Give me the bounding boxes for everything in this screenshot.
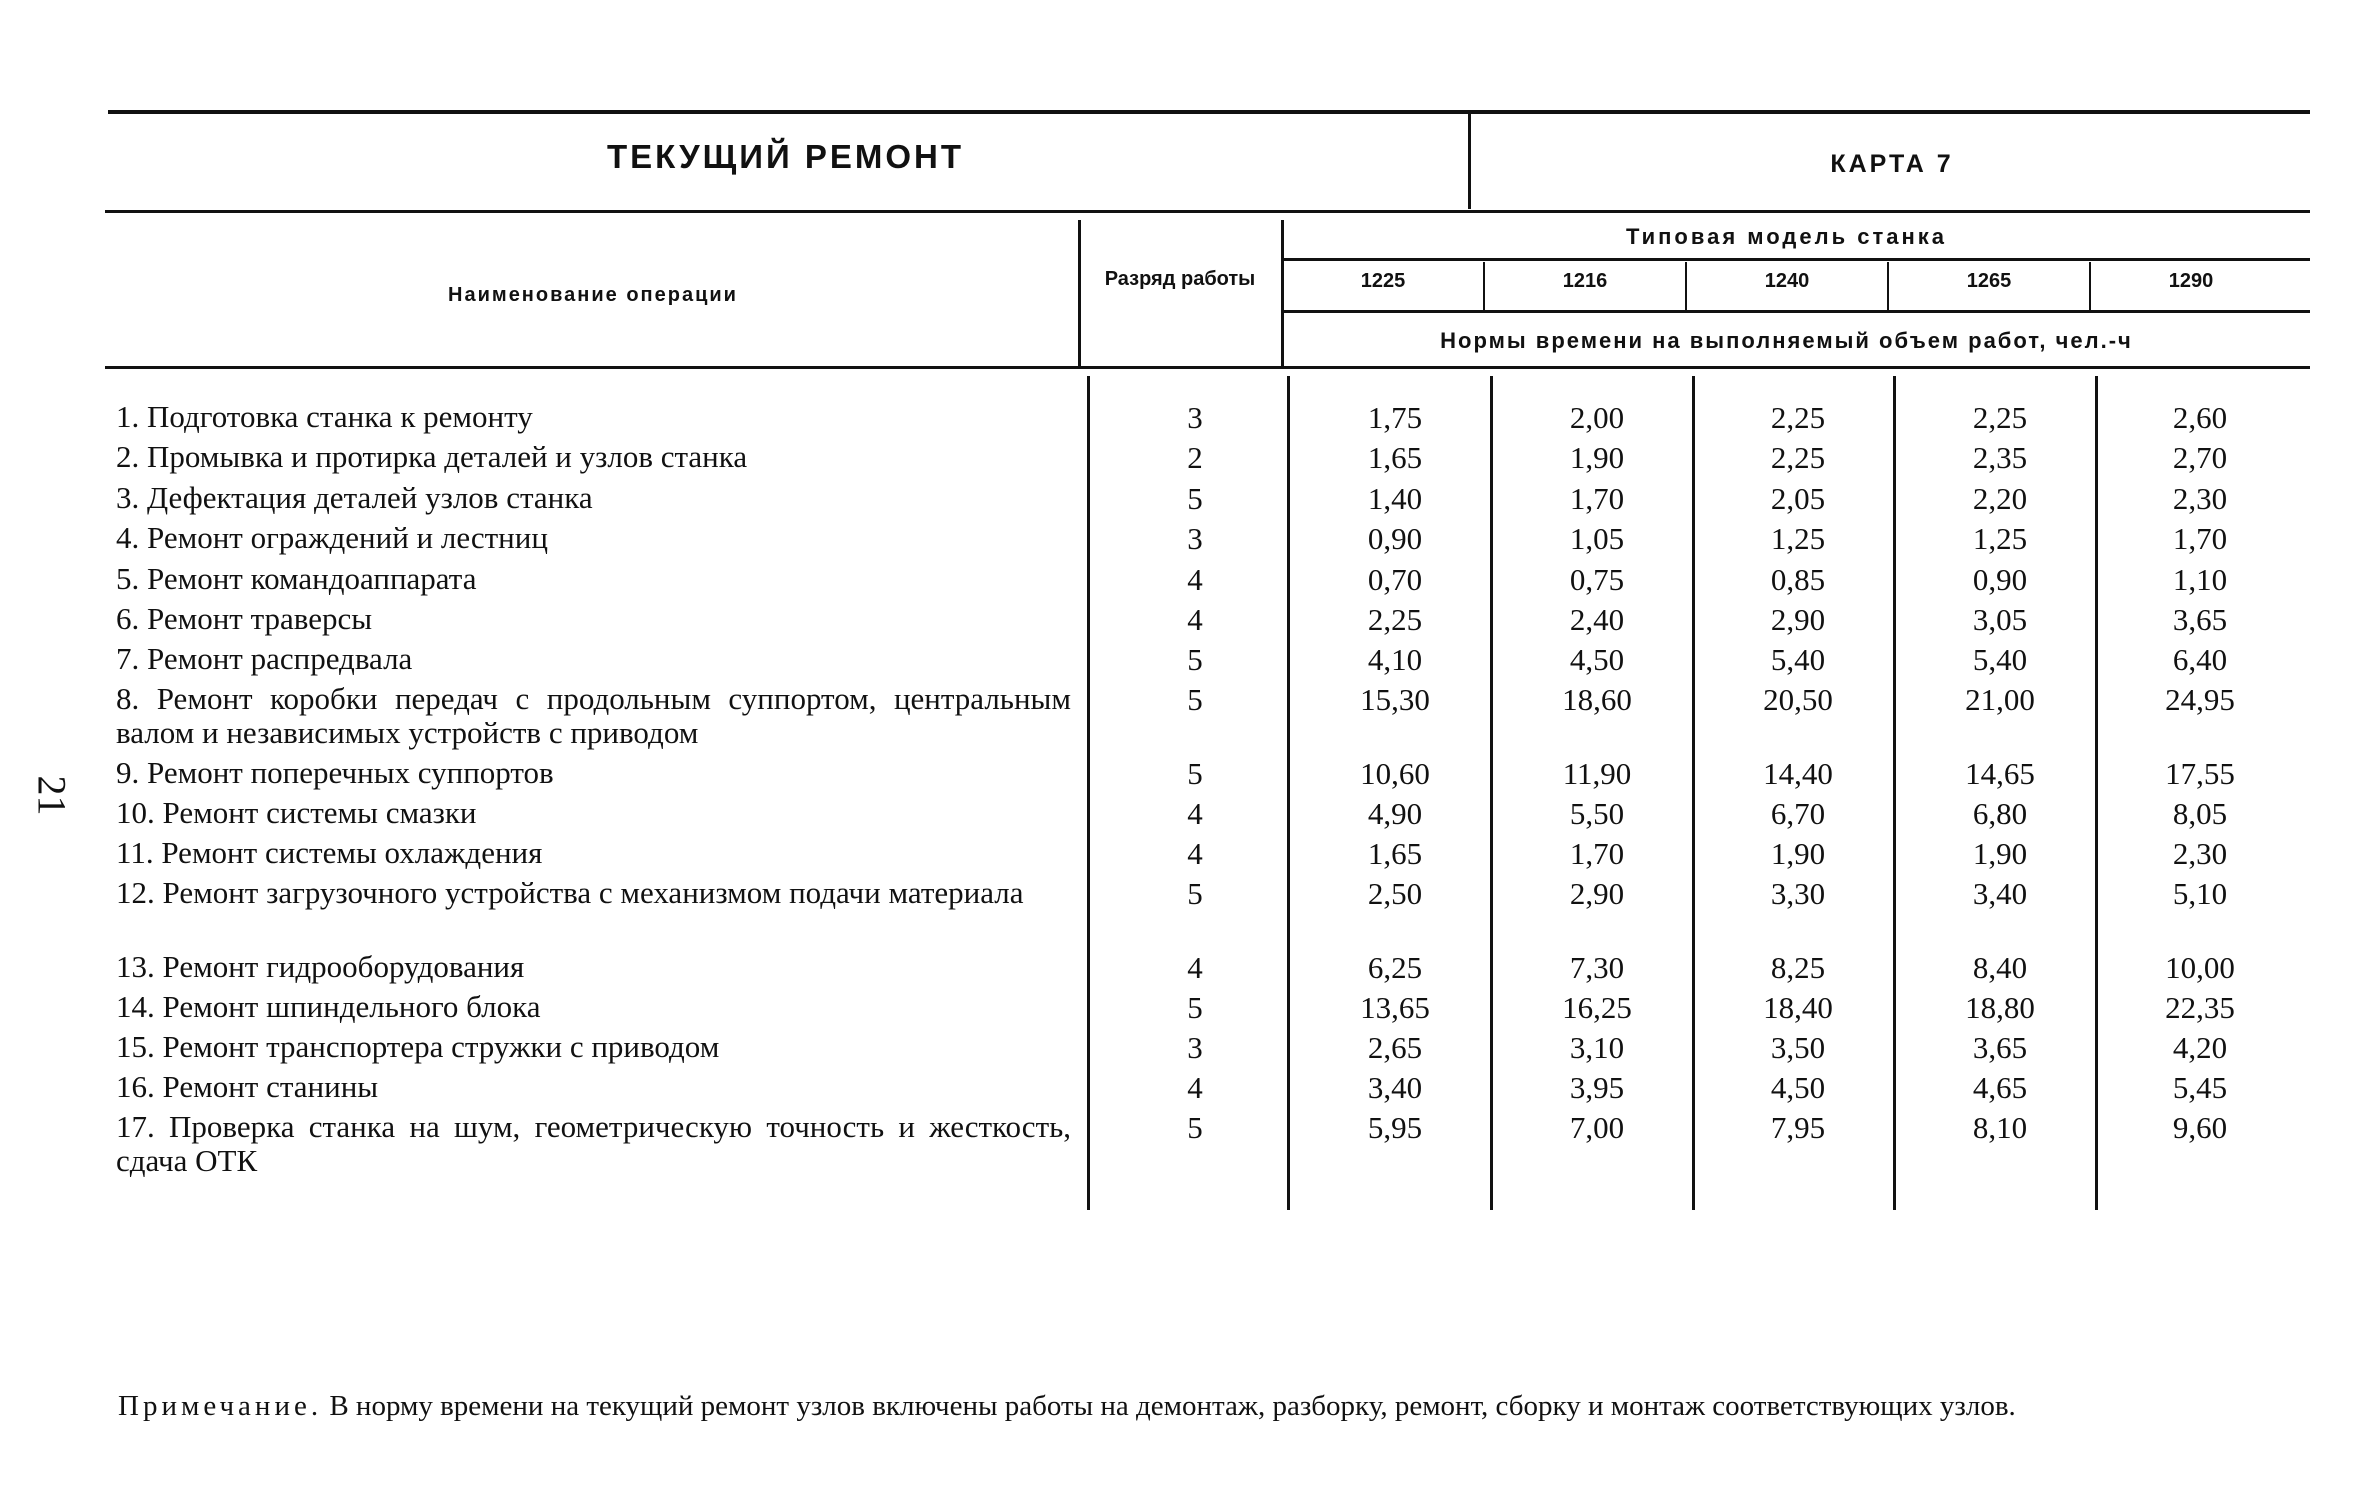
norm-1265: 2,25 <box>1972 400 2028 435</box>
norm-1216: 4,50 <box>1569 642 1625 677</box>
norm-1265: 8,40 <box>1972 950 2028 985</box>
footnote-lead: Примечание. <box>118 1390 323 1422</box>
header-divider-m2 <box>1685 262 1687 310</box>
norm-1240: 3,50 <box>1770 1030 1826 1065</box>
norm-1290: 1,70 <box>2172 521 2228 556</box>
top-rule <box>108 110 2310 114</box>
body-divider-grade <box>1287 376 1290 1210</box>
norm-1240: 6,70 <box>1770 796 1826 831</box>
body-divider-op <box>1087 376 1090 1210</box>
norm-1265: 2,35 <box>1972 440 2028 475</box>
norm-1225: 1,65 <box>1367 440 1423 475</box>
operation-name: 3. Дефектация деталей узлов станка <box>116 480 593 515</box>
operation-grade: 3 <box>1187 400 1203 435</box>
norm-1225: 0,90 <box>1367 521 1423 556</box>
norm-1290: 8,05 <box>2172 796 2228 831</box>
norm-1216: 7,00 <box>1569 1110 1625 1145</box>
norm-1240: 0,85 <box>1770 562 1826 597</box>
norm-1240: 5,40 <box>1770 642 1826 677</box>
norm-1265: 5,40 <box>1972 642 2028 677</box>
norm-1225: 0,70 <box>1367 562 1423 597</box>
norm-1290: 2,70 <box>2172 440 2228 475</box>
norm-1216: 16,25 <box>1562 990 1632 1025</box>
operation-name: 12. Ремонт загрузочного устройства с механизмом подачи материала <box>116 875 1024 910</box>
operation-name: 17. Проверка станка на шум, геометрическую точность и жесткость, сдача ОТК <box>116 1109 1071 1178</box>
norm-1265: 1,90 <box>1972 836 2028 871</box>
model-group-header: Типовая модель станка <box>1626 224 1947 249</box>
model-header-1240: 1240 <box>1764 270 1810 292</box>
norm-1290: 2,30 <box>2172 481 2228 516</box>
operation-name: 13. Ремонт гидрооборудования <box>116 949 525 984</box>
operation-grade: 5 <box>1187 876 1203 911</box>
model-header-1225: 1225 <box>1360 270 1406 292</box>
model-header-1265: 1265 <box>1966 270 2012 292</box>
operation-grade: 5 <box>1187 481 1203 516</box>
norm-1265: 14,65 <box>1965 756 2035 791</box>
norm-1240: 7,95 <box>1770 1110 1826 1145</box>
norm-1265: 2,20 <box>1972 481 2028 516</box>
norm-1265: 0,90 <box>1972 562 2028 597</box>
operation-column-header: Наименование операции <box>448 284 738 306</box>
norm-1216: 7,30 <box>1569 950 1625 985</box>
norm-1240: 14,40 <box>1763 756 1833 791</box>
norms-header: Нормы времени на выполняемый объем работ, чел.-ч <box>1440 328 2133 353</box>
norm-1225: 5,95 <box>1367 1110 1423 1145</box>
norm-1216: 1,90 <box>1569 440 1625 475</box>
norm-1265: 1,25 <box>1972 521 2028 556</box>
norm-1225: 1,40 <box>1367 481 1423 516</box>
norm-1216: 1,05 <box>1569 521 1625 556</box>
norm-1265: 3,40 <box>1972 876 2028 911</box>
operation-name: 2. Промывка и протирка деталей и узлов станка <box>116 439 748 474</box>
norm-1290: 17,55 <box>2165 756 2235 791</box>
header-divider-op <box>1078 220 1081 366</box>
norm-1290: 4,20 <box>2172 1030 2228 1065</box>
operation-name: 4. Ремонт ограждений и лестниц <box>116 520 548 555</box>
header-divider <box>1468 114 1471 209</box>
norm-1240: 1,25 <box>1770 521 1826 556</box>
operation-grade: 4 <box>1187 950 1203 985</box>
norm-1216: 2,90 <box>1569 876 1625 911</box>
norm-1225: 10,60 <box>1360 756 1430 791</box>
norm-1265: 6,80 <box>1972 796 2028 831</box>
norm-1225: 4,90 <box>1367 796 1423 831</box>
document-title: ТЕКУЩИЙ РЕМОНТ <box>606 138 965 175</box>
norm-1290: 6,40 <box>2172 642 2228 677</box>
norm-1265: 3,05 <box>1972 602 2028 637</box>
model-group-rule <box>1283 258 2310 261</box>
norm-1290: 22,35 <box>2165 990 2235 1025</box>
norm-1290: 5,10 <box>2172 876 2228 911</box>
operation-grade: 4 <box>1187 836 1203 871</box>
norm-1225: 3,40 <box>1367 1070 1423 1105</box>
norm-1225: 1,75 <box>1367 400 1423 435</box>
operation-grade: 2 <box>1187 440 1203 475</box>
norm-1290: 9,60 <box>2172 1110 2228 1145</box>
norm-1216: 2,00 <box>1569 400 1625 435</box>
table-header-bottom-rule <box>105 366 2310 369</box>
norm-1240: 2,90 <box>1770 602 1826 637</box>
operation-name: 15. Ремонт транспортера стружки с приводом <box>116 1029 720 1064</box>
norm-1240: 2,25 <box>1770 440 1826 475</box>
operation-grade: 4 <box>1187 562 1203 597</box>
norm-1225: 2,25 <box>1367 602 1423 637</box>
operation-name: 9. Ремонт поперечных суппортов <box>116 755 554 790</box>
norm-1265: 18,80 <box>1965 990 2035 1025</box>
norm-1265: 21,00 <box>1965 682 2035 717</box>
norm-1225: 1,65 <box>1367 836 1423 871</box>
model-header-1216: 1216 <box>1562 270 1608 292</box>
norm-1225: 2,65 <box>1367 1030 1423 1065</box>
operation-name: 10. Ремонт системы смазки <box>116 795 477 830</box>
norm-1216: 5,50 <box>1569 796 1625 831</box>
operation-grade: 5 <box>1187 682 1203 717</box>
operation-grade: 3 <box>1187 1030 1203 1065</box>
operation-name: 8. Ремонт коробки передач с продольным суппортом, центральным валом и независимых устройств с приводом <box>116 681 1071 750</box>
operation-name: 14. Ремонт шпиндельного блока <box>116 989 541 1024</box>
card-number: КАРТА 7 <box>1830 150 1954 178</box>
norm-1216: 3,10 <box>1569 1030 1625 1065</box>
page-number: 21 <box>29 775 75 816</box>
norm-1290: 2,60 <box>2172 400 2228 435</box>
norm-1225: 2,50 <box>1367 876 1423 911</box>
norm-1240: 3,30 <box>1770 876 1826 911</box>
operation-name: 11. Ремонт системы охлаждения <box>116 835 543 870</box>
norm-1290: 1,10 <box>2172 562 2228 597</box>
header-divider-m4 <box>2089 262 2091 310</box>
norm-1290: 3,65 <box>2172 602 2228 637</box>
header-divider-m3 <box>1887 262 1889 310</box>
norm-1216: 2,40 <box>1569 602 1625 637</box>
norm-1265: 3,65 <box>1972 1030 2028 1065</box>
operation-grade: 3 <box>1187 521 1203 556</box>
operation-name: 6. Ремонт траверсы <box>116 601 373 636</box>
header-divider-m1 <box>1483 262 1485 310</box>
norm-1240: 2,05 <box>1770 481 1826 516</box>
norm-1240: 4,50 <box>1770 1070 1826 1105</box>
norm-1225: 13,65 <box>1360 990 1430 1025</box>
norm-1240: 8,25 <box>1770 950 1826 985</box>
model-number-rule <box>1283 310 2310 313</box>
norm-1216: 0,75 <box>1569 562 1625 597</box>
model-header-1290: 1290 <box>2168 270 2214 292</box>
norm-1216: 3,95 <box>1569 1070 1625 1105</box>
operation-grade: 4 <box>1187 1070 1203 1105</box>
header-divider-grade <box>1281 220 1284 366</box>
norm-1290: 2,30 <box>2172 836 2228 871</box>
norm-1240: 20,50 <box>1763 682 1833 717</box>
norm-1225: 4,10 <box>1367 642 1423 677</box>
grade-column-header: Разряд работы <box>1104 268 1256 290</box>
norm-1225: 15,30 <box>1360 682 1430 717</box>
norm-1240: 2,25 <box>1770 400 1826 435</box>
operation-grade: 5 <box>1187 1110 1203 1145</box>
norm-1216: 11,90 <box>1562 756 1632 791</box>
norm-1265: 4,65 <box>1972 1070 2028 1105</box>
operation-name: 16. Ремонт станины <box>116 1069 379 1104</box>
operation-grade: 5 <box>1187 756 1203 791</box>
norm-1240: 18,40 <box>1763 990 1833 1025</box>
norm-1240: 1,90 <box>1770 836 1826 871</box>
operation-grade: 4 <box>1187 602 1203 637</box>
norm-1216: 18,60 <box>1562 682 1632 717</box>
norm-1216: 1,70 <box>1569 836 1625 871</box>
norm-1290: 24,95 <box>2165 682 2235 717</box>
operation-grade: 4 <box>1187 796 1203 831</box>
norm-1225: 6,25 <box>1367 950 1423 985</box>
norm-1265: 8,10 <box>1972 1110 2028 1145</box>
footnote <box>118 1387 2308 1425</box>
norm-1290: 5,45 <box>2172 1070 2228 1105</box>
operation-name: 5. Ремонт командоаппарата <box>116 561 477 596</box>
norm-1290: 10,00 <box>2165 950 2235 985</box>
footnote-text: В норму времени на текущий ремонт узлов включены работы на демонтаж, разборку, ремонт, сборку и монтаж соответствующих узлов. <box>329 1390 2016 1422</box>
header-bottom-rule <box>105 210 2310 213</box>
operation-name: 7. Ремонт распредвала <box>116 641 413 676</box>
operation-grade: 5 <box>1187 642 1203 677</box>
norm-1216: 1,70 <box>1569 481 1625 516</box>
operation-grade: 5 <box>1187 990 1203 1025</box>
operation-name: 1. Подготовка станка к ремонту <box>116 399 533 434</box>
